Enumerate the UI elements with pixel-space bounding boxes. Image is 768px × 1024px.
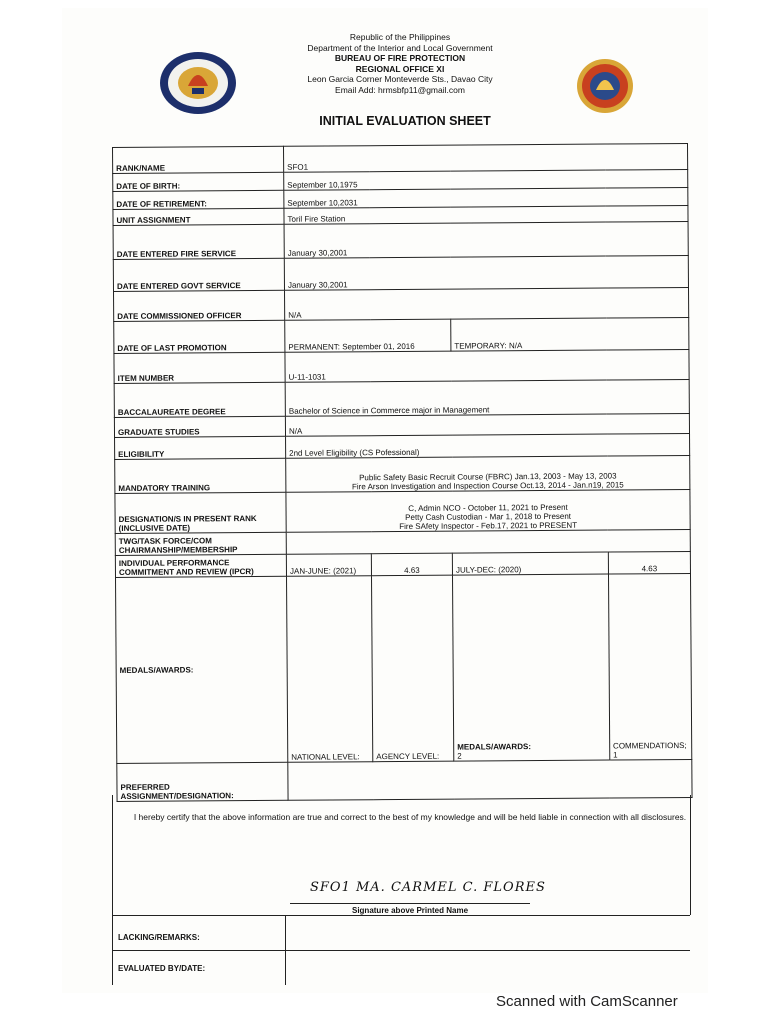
row-value xyxy=(288,759,692,800)
frame-column-divider xyxy=(285,915,286,985)
header-line: Email Add: hrmsbfp11@gmail.com xyxy=(335,84,465,95)
promotion-temporary: TEMPORARY: N/A xyxy=(451,317,689,351)
row-label xyxy=(115,554,286,577)
header-line: BUREAU OF FIRE PROTECTION xyxy=(334,53,466,63)
row-label xyxy=(115,492,286,533)
promotion-permanent: PERMANENT: September 01, 2016 xyxy=(285,319,451,352)
row-value: N/A xyxy=(285,287,689,320)
row-label: RANK/NAME xyxy=(113,146,284,173)
row-label-line: DESIGNATION/S IN PRESENT RANK xyxy=(118,513,257,524)
row-label xyxy=(115,532,286,555)
row-value: SFO1 xyxy=(283,143,687,172)
row-label: DATE ENTERED FIRE SERVICE xyxy=(113,224,284,259)
evaluation-form-table xyxy=(112,143,693,802)
certification-text: I hereby certify that the above information are true and correct to the best of my knowledge and will be held liable in connection with all disclosures. xyxy=(133,812,687,822)
row-label-line: PREFERRED xyxy=(120,782,170,792)
designation-list xyxy=(286,489,690,532)
designation-item: Fire SAfety Inspector - Feb.17, 2021 to PRESENT xyxy=(399,520,578,532)
row-label: GRADUATE STUDIES xyxy=(114,416,285,437)
letterhead xyxy=(230,32,570,95)
evaluated-by-label: EVALUATED BY/DATE: xyxy=(118,964,206,973)
medals-sub-label: MEDALS/AWARDS: xyxy=(457,742,532,752)
medals-count: 2 xyxy=(457,751,462,761)
row-label: DATE OF RETIREMENT: xyxy=(113,190,284,209)
row-label-line: ASSIGNMENT/DESIGNATION: xyxy=(120,791,234,801)
signature-line xyxy=(290,903,530,904)
header-line: Department of the Interior and Local Government xyxy=(307,42,493,53)
designation-item: Petty Cash Custodian - Mar 1, 2018 to Present xyxy=(405,511,572,522)
national-level-cell: NATIONAL LEVEL: xyxy=(287,576,373,763)
training-item: Fire Arson Investigation and Inspection Course Oct.13, 2014 - Jan.n19, 2015 xyxy=(351,480,624,492)
row-label-line: INDIVIDUAL PERFORMANCE xyxy=(118,558,230,568)
page-title: INITIAL EVALUATION SHEET xyxy=(319,114,491,128)
regional-seal-right-icon xyxy=(576,58,634,114)
row-value: Bachelor of Science in Commerce major in Management xyxy=(285,379,689,416)
row-label: UNIT ASSIGNMENT xyxy=(113,208,284,225)
row-label: ELIGIBILITY xyxy=(115,436,286,459)
row-value xyxy=(286,529,690,554)
row-label: MANDATORY TRAINING xyxy=(115,458,286,493)
commendations-count: 1 xyxy=(613,750,618,760)
ipcr-score: 4.63 xyxy=(608,551,690,574)
row-value: Toril Fire Station xyxy=(284,205,688,224)
row-label: DATE OF BIRTH: xyxy=(113,172,284,191)
header-line: Leon Garcia Corner Monteverde Sts., Davao City xyxy=(307,74,493,84)
frame-divider xyxy=(112,950,690,951)
row-value: 2nd Level Eligibility (CS Pofessional) xyxy=(286,433,690,458)
training-item: Public Safety Basic Recruit Course (FBRC) Jan.13, 2003 - May 13, 2003 xyxy=(359,471,617,483)
row-label-line: COMMITMENT AND REVIEW (IPCR) xyxy=(118,567,254,577)
row-label-line: CHAIRMANSHIP/MEMBERSHIP xyxy=(118,545,238,555)
agency-level-cell: AGENCY LEVEL: xyxy=(371,575,453,762)
ipcr-period: JAN-JUNE: (2021) xyxy=(286,554,371,577)
row-label: DATE ENTERED GOVT SERVICE xyxy=(113,258,284,291)
camscanner-footer: Scanned with CamScanner xyxy=(496,993,678,1010)
header-line: REGIONAL OFFICE XI xyxy=(355,63,445,74)
frame-divider xyxy=(112,915,690,916)
row-label: DATE OF LAST PROMOTION xyxy=(114,320,285,353)
bfp-seal-left-icon xyxy=(158,50,238,116)
row-value: N/A xyxy=(285,413,689,436)
row-label: MEDALS/AWARDS: xyxy=(116,576,288,763)
handwritten-signature: SFO1 MA. CARMEL C. FLORES xyxy=(310,880,546,895)
row-label: ITEM NUMBER xyxy=(114,352,285,383)
row-label: DATE COMMISSIONED OFFICER xyxy=(114,290,285,321)
row-label-line: TWG/TASK FORCE/COM xyxy=(118,536,212,546)
medals-count-cell xyxy=(452,574,609,761)
ipcr-period: JULY-DEC: (2020) xyxy=(452,552,608,575)
signature-caption: Signature above Printed Name xyxy=(351,906,469,915)
header-line: Republic of the Philippines xyxy=(349,32,451,42)
row-value: U-11-1031 xyxy=(285,349,689,382)
row-value: January 30,2001 xyxy=(284,255,688,290)
ipcr-score: 4.63 xyxy=(371,553,452,576)
training-list xyxy=(286,455,690,492)
row-value: September 10,2031 xyxy=(284,187,688,208)
frame-left-border xyxy=(112,795,113,985)
commendations-label: COMMENDATIONS; xyxy=(613,741,687,751)
row-value: January 30,2001 xyxy=(284,221,688,258)
commendations-cell xyxy=(608,573,691,760)
row-value: September 10,1975 xyxy=(284,169,688,190)
lacking-remarks-label: LACKING/REMARKS: xyxy=(118,933,200,942)
row-label: BACCALAUREATE DEGREE xyxy=(114,382,285,417)
designation-item: C, Admin NCO - October 11, 2021 to Present xyxy=(408,502,568,513)
row-label xyxy=(117,762,288,801)
row-label-line: (INCLUSIVE DATE) xyxy=(118,523,191,533)
